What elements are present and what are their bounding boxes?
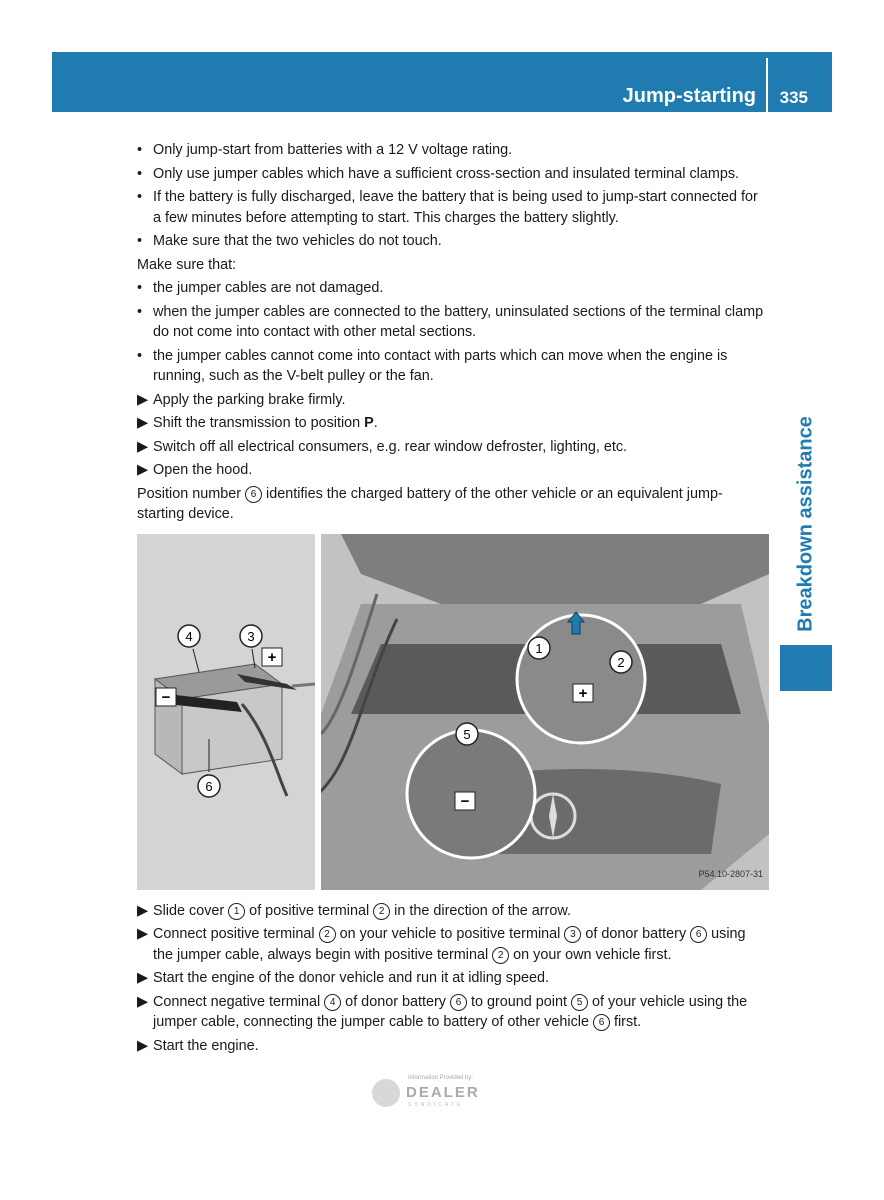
arrow-icon: ▶	[137, 438, 149, 455]
svg-text:1: 1	[535, 640, 543, 656]
step-item: ▶ Switch off all electrical consumers, e.g. rear window defroster, lighting, etc.	[137, 437, 769, 458]
svg-text:2: 2	[617, 654, 625, 670]
svg-text:−: −	[161, 688, 171, 706]
bullet-item: • Only use jumper cables which have a sufficient cross-section and insulated terminal clamps.	[137, 164, 769, 185]
svg-text:6: 6	[205, 778, 213, 794]
callout-2	[610, 651, 632, 673]
callout-6	[198, 775, 220, 797]
bullet-item: • when the jumper cables are connected to the battery, uninsulated sections of the terminal clamp do not come into contact with other metal sections.	[137, 303, 764, 340]
bullet-icon: •	[137, 280, 143, 296]
arrow-icon: ▶	[137, 902, 149, 919]
callout-number: 1	[228, 903, 245, 920]
arrow-icon: ▶	[137, 415, 149, 431]
svg-text:+: +	[267, 648, 277, 666]
bullet-item: • the jumper cables cannot come into contact with parts which can move when the engine is running, such as the V-belt pulley or the fan.	[137, 347, 728, 384]
make-sure-label: Make sure that:	[137, 256, 237, 273]
vehicle-engine-panel	[321, 534, 769, 890]
svg-text:5: 5	[463, 726, 471, 742]
bullet-icon: •	[137, 233, 143, 249]
side-tab-label: Breakdown assistance	[794, 416, 817, 632]
step-item: ▶ Connect negative terminal 4 of donor battery 6 to ground point 5 of your vehicle using the jumper cable, connecting the jumper cable to battery of other vehicle 6 first.	[137, 993, 748, 1030]
donor-battery-illustration	[137, 534, 315, 890]
dealer-watermark: Information Provided by: DEALER SYNDICATE	[372, 1075, 504, 1111]
callout-number: 2	[373, 903, 390, 920]
callout-number: 2	[492, 947, 509, 964]
arrow-icon: ▶	[137, 926, 149, 942]
page-number: 335	[779, 88, 808, 107]
callout-number: 4	[324, 994, 341, 1011]
section-title: Jump-starting	[622, 85, 756, 107]
main-content	[137, 140, 769, 1059]
dealer-logo-icon	[372, 1079, 400, 1107]
arrow-icon: ▶	[137, 1037, 149, 1054]
vehicle-engine-illustration	[321, 534, 769, 890]
minus-sign-icon	[455, 792, 475, 810]
callout-number: 2	[319, 926, 336, 943]
bullet-item: • the jumper cables are not damaged.	[137, 278, 769, 299]
step-item: ▶ Slide cover 1 of positive terminal 2 in the direction of the arrow.	[137, 901, 769, 922]
side-tab-marker	[780, 645, 832, 691]
callout-4	[178, 625, 200, 647]
callout-number: 6	[690, 926, 707, 943]
step-item: ▶ Connect positive terminal 2 on your vehicle to positive terminal 3 of donor battery 6 using the jumper cable, always begin with positive terminal 2 on your own vehicle first.	[137, 926, 746, 963]
arrow-icon: ▶	[137, 993, 149, 1010]
bullet-item: • If the battery is fully discharged, leave the battery that is being used to jump-start connected for a few minutes before attempting to start. This charges the battery slightly.	[137, 189, 758, 226]
svg-text:−: −	[460, 792, 470, 810]
plus-sign-icon	[573, 684, 593, 702]
bullet-icon: •	[137, 303, 143, 320]
callout-1	[528, 637, 550, 659]
callout-number: 6	[450, 994, 467, 1011]
bullet-icon: •	[137, 189, 143, 205]
plus-sign-icon	[262, 648, 282, 666]
bullet-item: • Only jump-start from batteries with a 12 V voltage rating.	[137, 140, 769, 161]
step-item: ▶ Shift the transmission to position P.	[137, 413, 769, 434]
bullet-icon: •	[137, 347, 143, 364]
callout-number: 5	[571, 994, 588, 1011]
step-item: ▶ Apply the parking brake firmly.	[137, 390, 769, 411]
figure-code: P54.10-2807-31	[698, 869, 763, 879]
donor-battery-panel	[137, 534, 315, 890]
step-item: ▶ Start the engine.	[137, 1036, 769, 1057]
svg-text:3: 3	[247, 628, 255, 644]
svg-text:+: +	[578, 684, 588, 702]
callout-number: 6	[593, 1014, 610, 1031]
arrow-icon: ▶	[137, 462, 149, 478]
callout-number: 6	[245, 486, 262, 503]
jump-start-figure	[137, 534, 769, 890]
bullet-item: • Make sure that the two vehicles do not touch.	[137, 231, 769, 252]
callout-3	[240, 625, 262, 647]
bullet-icon: •	[137, 142, 143, 158]
callout-5	[456, 723, 478, 745]
arrow-icon: ▶	[137, 391, 149, 408]
bullet-icon: •	[137, 165, 143, 182]
callout-number: 3	[564, 926, 581, 943]
minus-sign-icon	[156, 688, 176, 706]
svg-text:4: 4	[185, 628, 193, 644]
header-bar	[52, 52, 832, 112]
arrow-icon: ▶	[137, 970, 149, 986]
position-note: Position number 6 identifies the charged battery of the other vehicle or an equivalent jump-starting device.	[137, 485, 723, 522]
step-item: ▶ Start the engine of the donor vehicle and run it at idling speed.	[137, 968, 769, 989]
step-item: ▶ Open the hood.	[137, 460, 769, 481]
header-divider	[766, 58, 768, 112]
